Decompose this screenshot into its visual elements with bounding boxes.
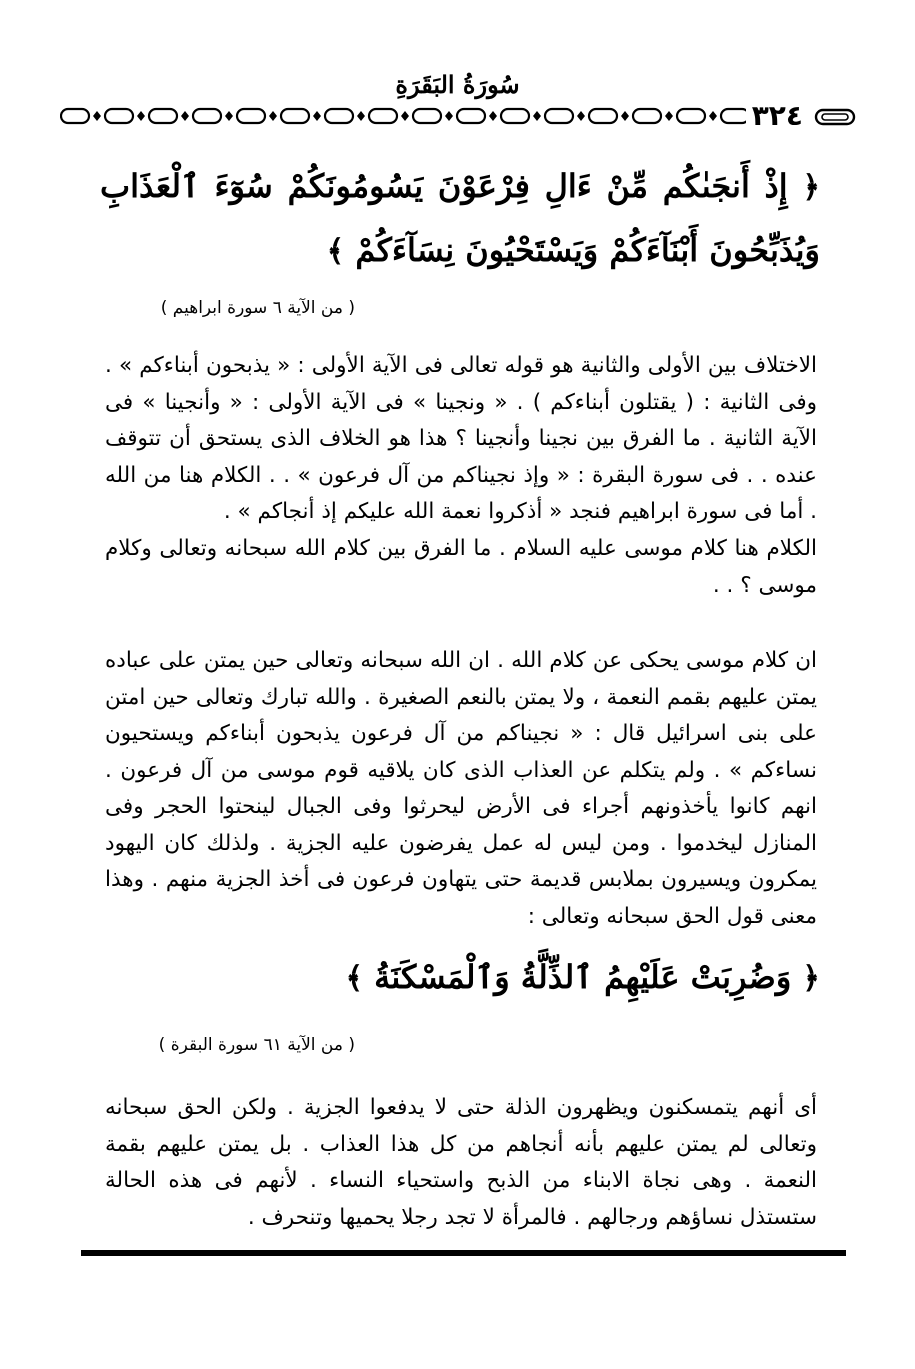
verse-close-bracket: ﴾ [326, 234, 345, 269]
ornament-end-cap [813, 107, 857, 127]
verse-text: وَضُرِبَتْ عَلَيْهِمُ ٱلذِّلَّةُ وَٱلْمَسْكَنَةُ [374, 958, 792, 996]
paragraph-3: ان كلام موسى يحكى عن كلام الله . ان الله سبحانه وتعالى حين يمتن على عباده يمتن عليهم بقمم النعمة ، ولا يمتن بالنعم الصغيرة . والله تبارك وتعالى حين امتن على بنى اسرائيل قال : « نجيناكم من آل فرعون يذبحون أبناءكم ويستحيون نساءكم » . ولم يتكلم عن العذاب الذى كان يلاقيه قوم موسى من آل فرعون . انهم كانوا يأخذونهم أجراء فى الأرض ليحرثوا وفى الجبال لينحتوا الحجر وفى المنازل ليخدموا . ومن ليس له عمل يفرضون عليه الجزية . ولذلك كان اليهود يمكرون ويسيرون بملابس قديمة حتى يتهاون فرعون فى أخذ الجزية منهم . وهذا معنى قول الحق سبحانه وتعالى : [105, 648, 817, 929]
page-number: ٣٢٤ [746, 101, 809, 131]
paragraph-2: الكلام هنا كلام موسى عليه السلام . ما الفرق بين كلام الله سبحانه وتعالى وكلام موسى ؟ . . [105, 536, 817, 598]
paragraph-1: الاختلاف بين الأولى والثانية هو قوله تعالى فى الآية الأولى : « يذبحون أبناءكم » . وفى الثانية : ( يقتلون أبناءكم ) . « ونجينا » فى الآية الأولى : « وأنجينا » فى الآية الثانية . ما الفرق بين نجينا وأنجينا ؟ هذا هو الخلاف الذى يستحق أن تتوقف عنده . . فى سورة البقرة : « وإذ نجيناكم من آل فرعون » . . الكلام هنا من الله . أما فى سورة ابراهيم فنجد « أذكروا نعمة الله عليكم إذ أنجاكم » . [105, 353, 817, 524]
sura-title: سُورَةُ البَقَرَةِ [395, 70, 520, 99]
paragraph-4: أى أنهم يتمسكنون ويظهرون الذلة حتى لا يدفعوا الجزية . ولكن الحق سبحانه وتعالى لم يمتن عليهم بأنه أنجاهم من كل هذا العذاب . بل يمتن عليهم بقمة النعمة . وهى نجاة الابناء من الذبح واستحياء النساء . لأنهم فى هذه الحالة ستستذل نساؤهم ورجالهم . فالمرأة لا تجد رجلا يحميها وتنحرف . [105, 1095, 817, 1230]
verse-text: إِذْ أَنجَىٰكُم مِّنْ ءَالِ فِرْعَوْنَ يَسُومُونَكُمْ سُوٓءَ ٱلْعَذَابِ وَيُذَبِّحُونَ أَبْنَآءَكُمْ وَيَسْتَحْيُونَ نِسَآءَكُمْ [100, 167, 820, 269]
verse-reference-1: ( من الآية ٦ سورة ابراهيم ) [160, 298, 355, 318]
verse-close-bracket: ﴾ [345, 961, 364, 996]
verse-open-bracket: ﴿ [802, 170, 821, 205]
ornament-border [60, 106, 860, 126]
verse-open-bracket: ﴿ [802, 961, 820, 996]
quran-verse-1 [100, 155, 820, 283]
quran-verse-2 [100, 946, 820, 1010]
verse-reference-2: ( من الآية ٦١ سورة البقرة ) [158, 1035, 355, 1055]
footer-rule [81, 1250, 846, 1256]
